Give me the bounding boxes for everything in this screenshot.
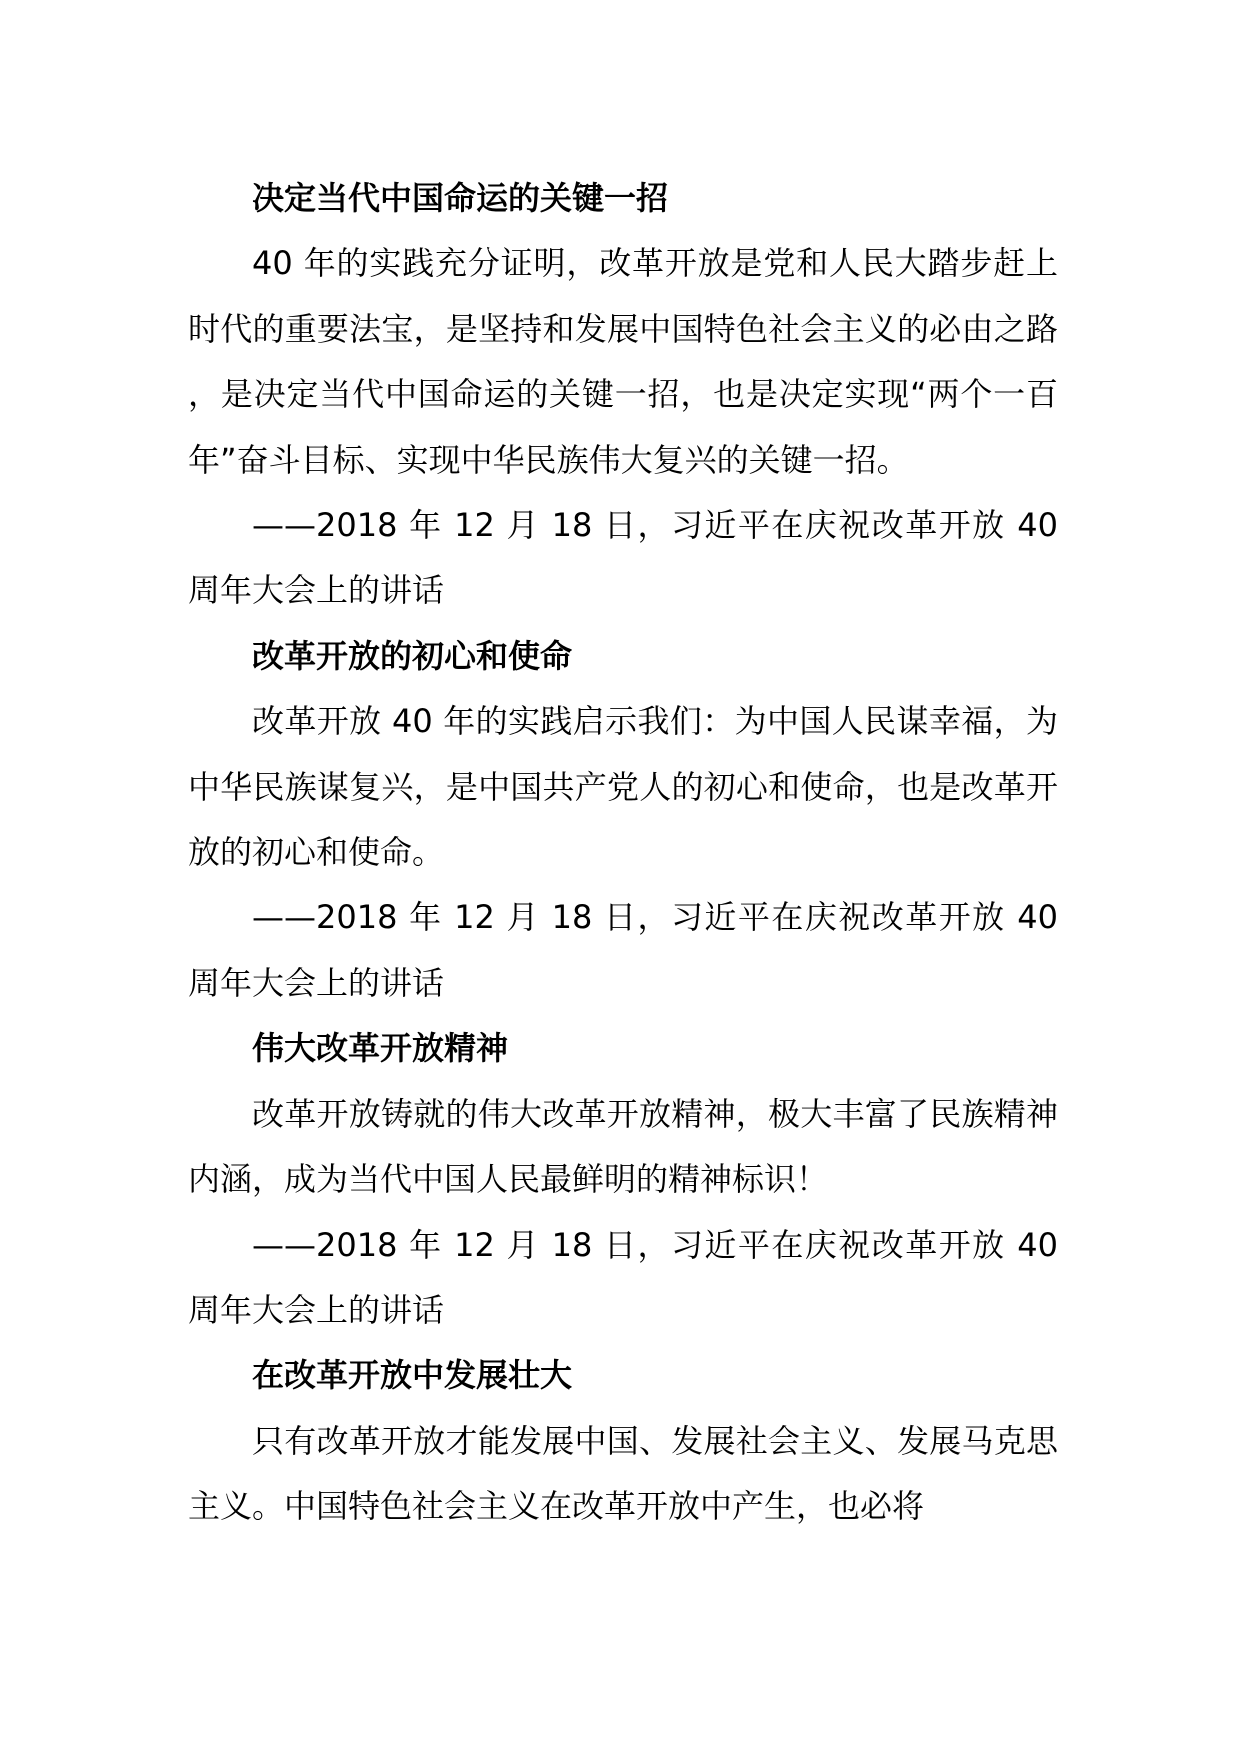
section-paragraph: 只有改革开放才能发展中国、发展社会主义、发展马克思主义。中国特色社会主义在改革开放中产生，也必将	[188, 1421, 1058, 1526]
section-heading: 决定当代中国命运的关键一招	[252, 179, 669, 217]
section-source: ——2018 年 12 月 18 日，习近平在庆祝改革开放 40 周年大会上的讲话	[188, 506, 1058, 610]
section-paragraph: 40 年的实践充分证明，改革开放是党和人民大踏步赶上时代的重要法宝，是坚持和发展中国特色社会主义的必由之路，是决定当代中国命运的关键一招，也是决定实现“两个一百年”奋斗目标、实现中华民族伟大复兴的关键一招。	[188, 244, 1058, 479]
section-paragraph: 改革开放 40 年的实践启示我们：为中国人民谋幸福，为中华民族谋复兴，是中国共产党人的初心和使命，也是改革开放的初心和使命。	[188, 702, 1058, 872]
section-source: ——2018 年 12 月 18 日，习近平在庆祝改革开放 40 周年大会上的讲话	[188, 1225, 1058, 1329]
section-heading: 在改革开放中发展壮大	[252, 1356, 573, 1395]
document-body	[188, 166, 1058, 1540]
section-heading: 改革开放的初心和使命	[252, 636, 573, 675]
section-source: ——2018 年 12 月 18 日，习近平在庆祝改革开放 40 周年大会上的讲话	[188, 898, 1058, 1002]
section-paragraph: 改革开放铸就的伟大改革开放精神，极大丰富了民族精神内涵，成为当代中国人民最鲜明的精神标识！	[188, 1094, 1058, 1199]
section-heading: 伟大改革开放精神	[252, 1029, 509, 1068]
